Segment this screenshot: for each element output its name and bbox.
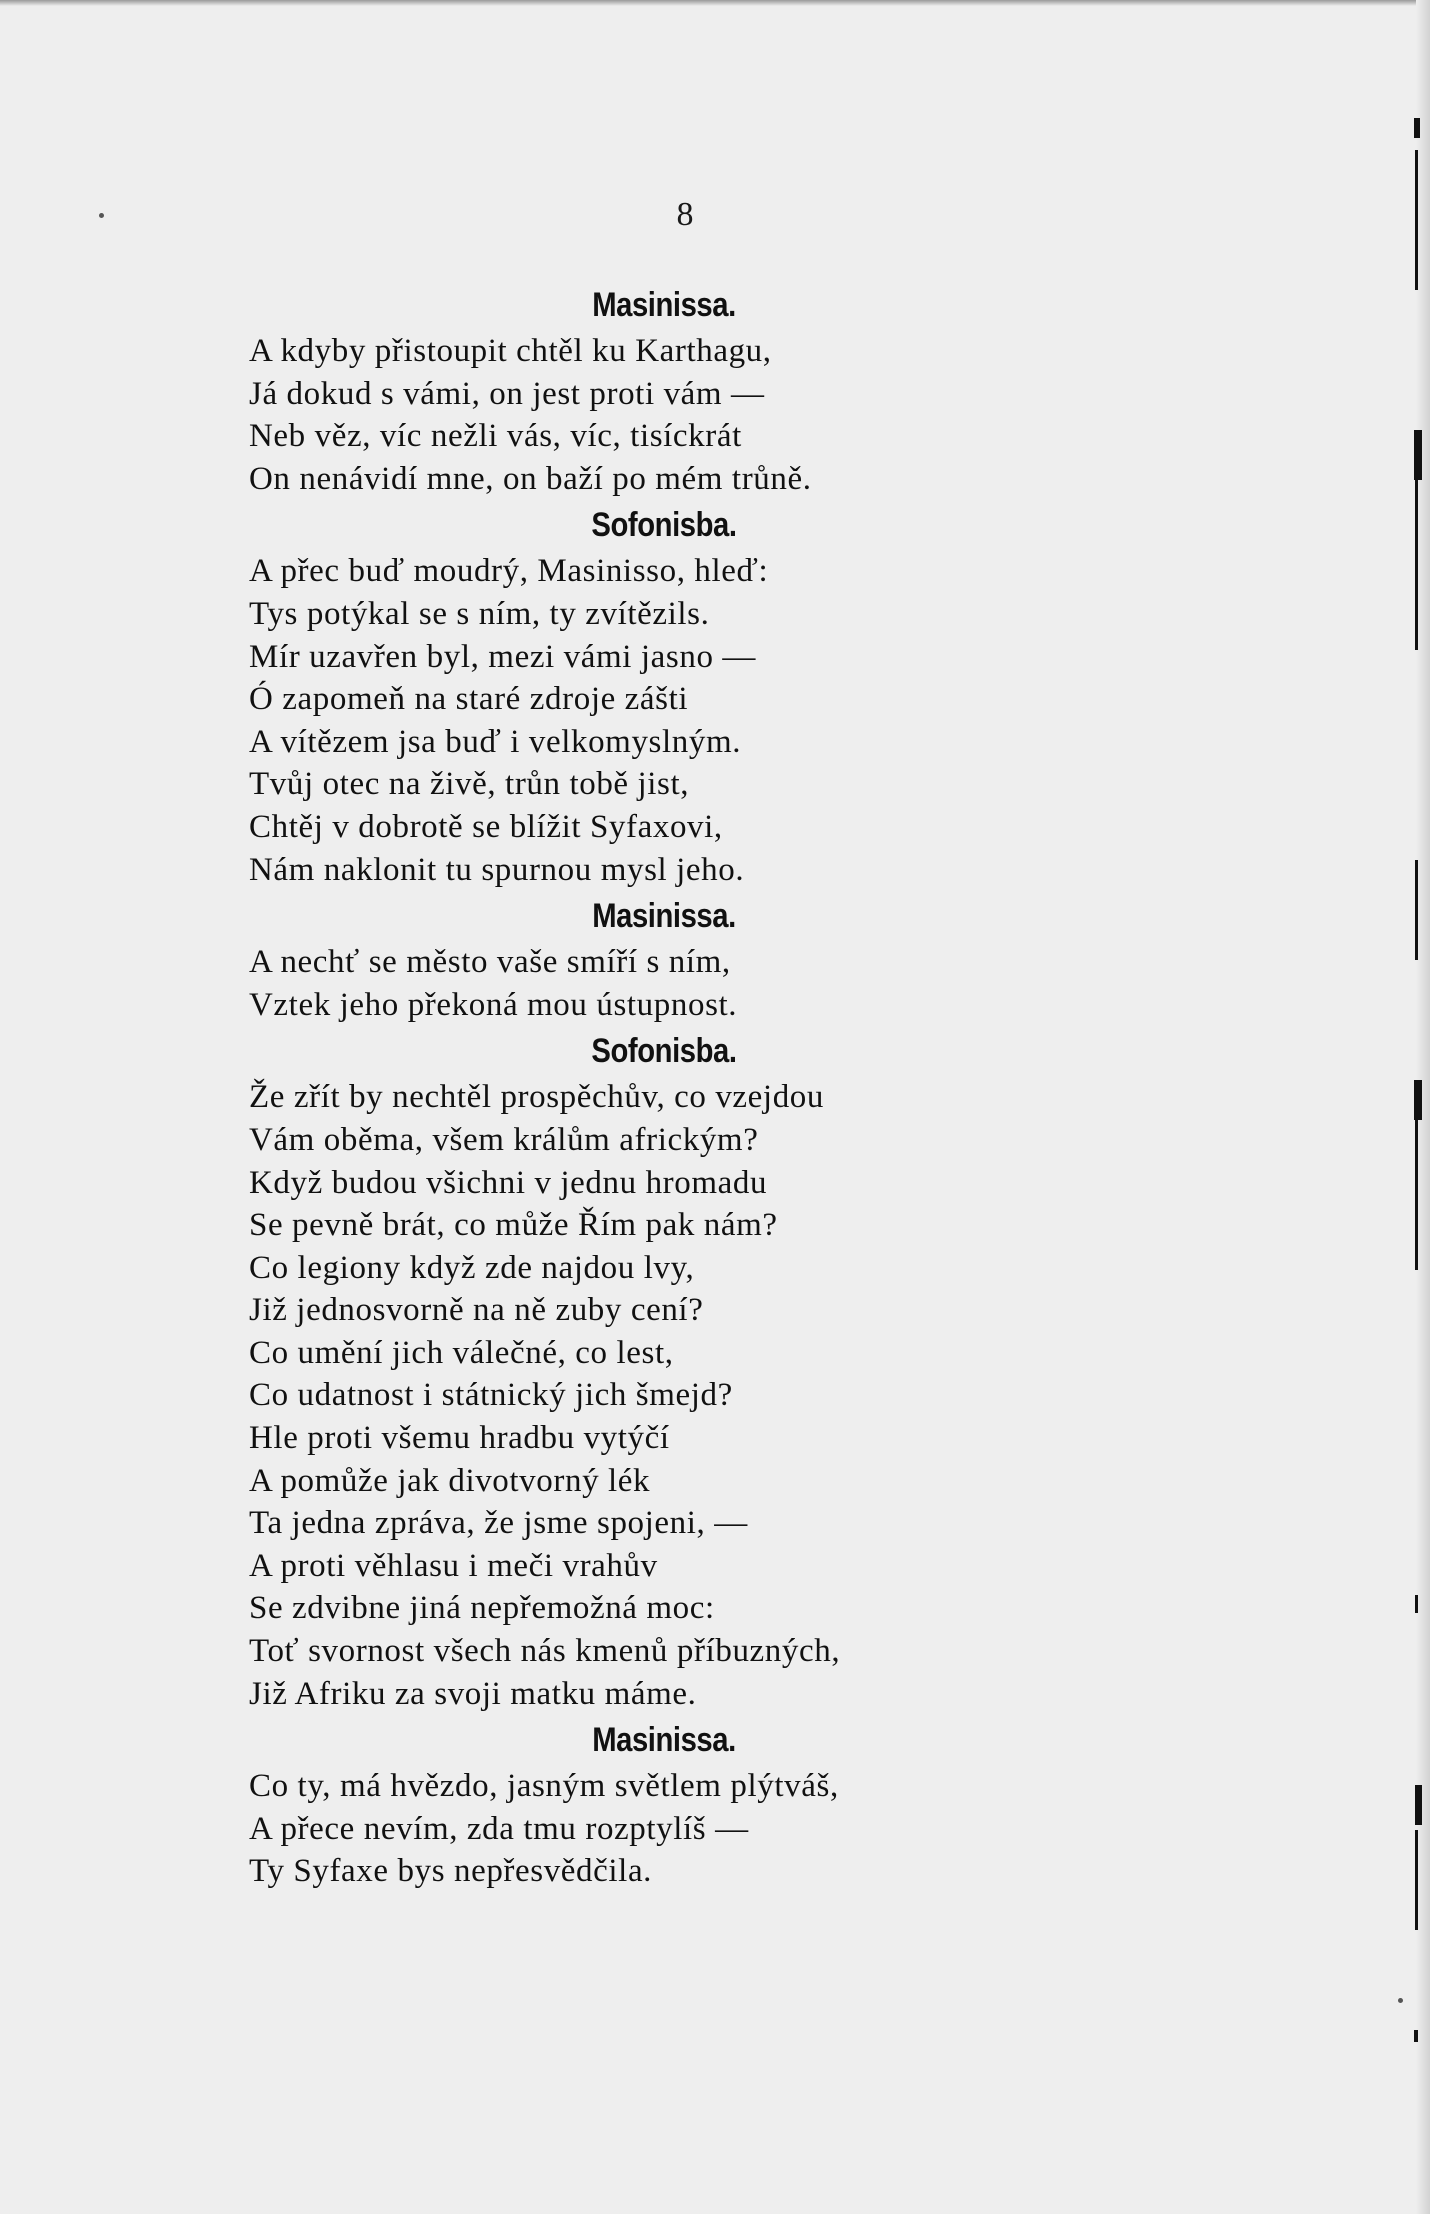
verse-line: Tys potýkal se s ním, ty zvítězils. [249,595,710,632]
speaker-name: Masinissa. [592,897,736,936]
page-number: 8 [676,196,694,233]
verse-line: A pomůže jak divotvorný lék [249,1462,651,1499]
speaker-name: Masinissa. [592,1721,736,1760]
bleed-mark [1415,860,1418,960]
bleed-mark [1414,2030,1418,2042]
verse-line: A přece nevím, zda tmu rozptylíš — [249,1810,749,1847]
verse-line: Neb věz, víc nežli vás, víc, tisíckrát [249,418,742,455]
bleed-mark [1414,1080,1422,1120]
verse-line: Nám naklonit tu spurnou mysl jeho. [249,851,745,888]
page-top-edge [0,0,1430,6]
verse-line: Toť svornost všech nás kmenů příbuzných, [249,1633,841,1670]
bleed-mark [1415,1830,1418,1930]
verse-line: Ty Syfaxe bys nepřesvědčila. [249,1853,653,1890]
speaker-name: Sofonisba. [591,1032,737,1071]
verse-line: On nenávidí mne, on baží po mém trůně. [249,460,812,497]
verse-line: Co ty, má hvězdo, jasným světlem plýtváš, [249,1768,839,1805]
verse-line: Já dokud s vámi, on jest proti vám — [249,375,765,412]
verse-line: A přec buď moudrý, Masinisso, hleď: [249,553,769,590]
verse-line: A proti věhlasu i meči vrahův [249,1547,658,1584]
verse-line: Vztek jeho překoná mou ústupnost. [249,986,738,1023]
bleed-mark [1414,430,1422,480]
verse-line: A kdyby přistoupit chtěl ku Karthagu, [249,333,772,369]
bleed-mark [1415,1785,1422,1825]
verse-line: Ó zapomeň na staré zdroje zášti [249,681,689,718]
verse-line: Hle proti všemu hradbu vytýčí [249,1420,670,1457]
bleed-mark [1415,1595,1418,1613]
verse-line: Již jednosvorně na ně zuby cení? [249,1292,704,1329]
verse-line: Již Afriku za svoji matku máme. [249,1675,697,1712]
verse-line: Co umění jich válečné, co lest, [249,1334,674,1371]
verse-line: A nechť se město vaše smíří s ním, [249,944,731,981]
verse-line: Když budou všichni v jednu hromadu [249,1164,768,1201]
verse-line: Se pevně brát, co může Řím pak nám? [249,1207,778,1244]
verse-line: Ta jedna zpráva, že jsme spojeni, — [249,1505,748,1542]
verse-line: Mír uzavřen byl, mezi vámi jasno — [249,638,757,675]
speaker-name: Masinissa. [592,286,736,324]
verse-line: Se zdvibne jiná nepřemožná moc: [249,1590,715,1627]
verse-line: Vám oběma, všem králům africkým? [249,1121,759,1158]
speck [1398,1998,1403,2003]
bleed-mark [1415,1120,1418,1270]
bleed-mark [1415,150,1418,290]
verse-line: Že zřít by nechtěl prospěchův, co vzejdou [249,1079,824,1116]
verse-line: Co udatnost i státnický jich šmejd? [249,1377,733,1414]
speaker-name: Sofonisba. [591,506,737,545]
verse-line: Co legiony když zde najdou lvy, [249,1249,695,1286]
verse-line: Tvůj otec na živě, trůn tobě jist, [249,766,690,803]
bleed-mark [1414,118,1420,138]
bleed-mark [1415,480,1418,650]
verse-line: A vítězem jsa buď i velkomyslným. [249,723,742,760]
verse-line: Chtěj v dobrotě se blížit Syfaxovi, [249,808,723,845]
dialogue-text [249,280,1079,1893]
